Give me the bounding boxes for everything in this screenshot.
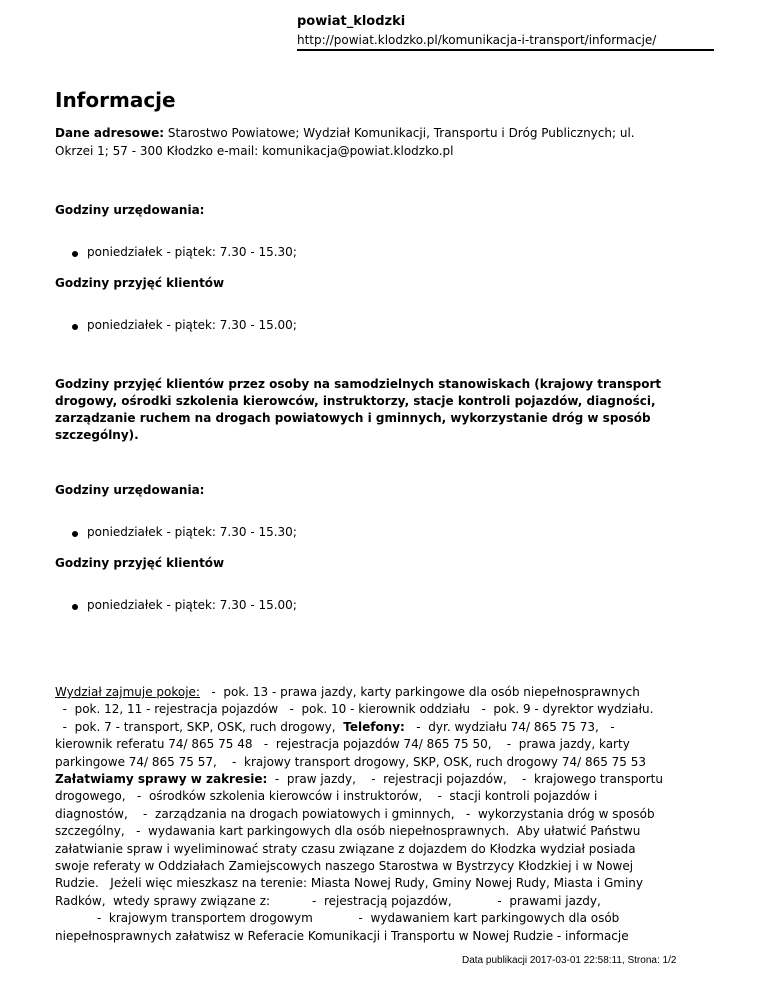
address-line2: Okrzei 1; 57 - 300 Kłodzko e-mail: komunikacja@powiat.klodzko.pl: [55, 144, 454, 158]
client-hours-item-2: poniedziałek - piątek: 7.30 - 15.00;: [73, 598, 297, 612]
department-info: Wydział zajmuje pokoje: - pok. 13 - prawa jazdy, karty parkingowe dla osób niepełnosprawnych - pok. 12, 11 - rejestracja pojazdów - pok. 10 - kierownik oddziału - pok. 9 - dyrektor wydziału. - pok. 7 - transport, SKP, OSK, ruch drogowy, Telefony: - dyr. wydziału 74/ 865 75 73, - kierownik referatu 74/ 865 75 48 - rejestracja pojazdów 74/ 865 75 50, - prawa jazdy, karty parkingowe 74/ 865 75 57, - krajowy transport drogowy, SKP, OSK, ruch drogowy 74/ 865 75 53 Załatwiamy sprawy w zakresie: - praw jazdy, - rejestracji pojazdów, - krajowego transportu drogowego, - ośrodków szkolenia kierowców i instruktorów, - stacji kontroli pojazdów i diagnostów, - zarządzania na drogach powiatowych i gminnych, - wykorzystania dróg w sposób szczególny, - wydawania kart parkingowych dla osób niepełnosprawnych. Aby ułatwić Państwu załatwianie spraw i wyeliminować straty czasu związane z dojazdem do Kłodzka wydział posiada swoje referaty w Oddziałach Zamiejscowych naszego Starostwa w Bystrzycy Kłodzkiej i w Nowej Rudzie. Jeżeli więc mieszkasz na terenie: Miasta Nowej Rudy, Gminy Nowej Rudy, Miasta i Gminy Radków, wtedy sprawy związane z: - rejestracją pojazdów, - prawami jazdy, - krajowym transportem drogowym - wydawaniem kart parkingowych dla osób niepełnosprawnych załatwisz w Referacie Komunikacji i Transportu w Nowej Rudzie - informacje: [55, 685, 663, 943]
phones-label: Telefony:: [343, 719, 405, 734]
office-hours-item-1: poniedziałek - piątek: 7.30 - 15.30;: [73, 245, 297, 259]
office-hours-heading-1: Godziny urzędowania:: [55, 203, 205, 217]
client-hours-item-1: poniedziałek - piątek: 7.30 - 15.00;: [73, 318, 297, 332]
page-title: Informacje: [55, 88, 176, 112]
office-hours-heading-2: Godziny urzędowania:: [55, 483, 205, 497]
office-hours-item-2: poniedziałek - piątek: 7.30 - 15.30;: [73, 525, 297, 539]
publication-footer: Data publikacji 2017-03-01 22:58:11, Strona: 1/2: [462, 955, 677, 966]
client-hours-heading-2: Godziny przyjęć klientów: [55, 556, 225, 570]
header-rule: [297, 49, 714, 51]
site-name: powiat_klodzki: [297, 14, 406, 29]
address-label: Dane adresowe:: [55, 126, 165, 140]
independent-positions-heading: Godziny przyjęć klientów przez osoby na samodzielnych stanowiskach (krajowy transport drogowy, ośrodki szkolenia kierowców, instruktorzy, stacje kontroli pojazdów, diagności, zarządzanie ruchem na drogach powiatowych i gminnych, wykorzystanie dróg w sposób szczególny).: [55, 377, 662, 442]
address-line1: Starostwo Powiatowe; Wydział Komunikacji, Transportu i Dróg Publicznych; ul.: [167, 126, 635, 140]
rooms-label: Wydział zajmuje pokoje:: [55, 685, 200, 699]
address-block: [55, 124, 635, 160]
matters-label: Załatwiamy sprawy w zakresie:: [55, 772, 268, 787]
client-hours-heading-1: Godziny przyjęć klientów: [55, 276, 225, 290]
page-url: http://powiat.klodzko.pl/komunikacja-i-transport/informacje/: [297, 33, 657, 47]
